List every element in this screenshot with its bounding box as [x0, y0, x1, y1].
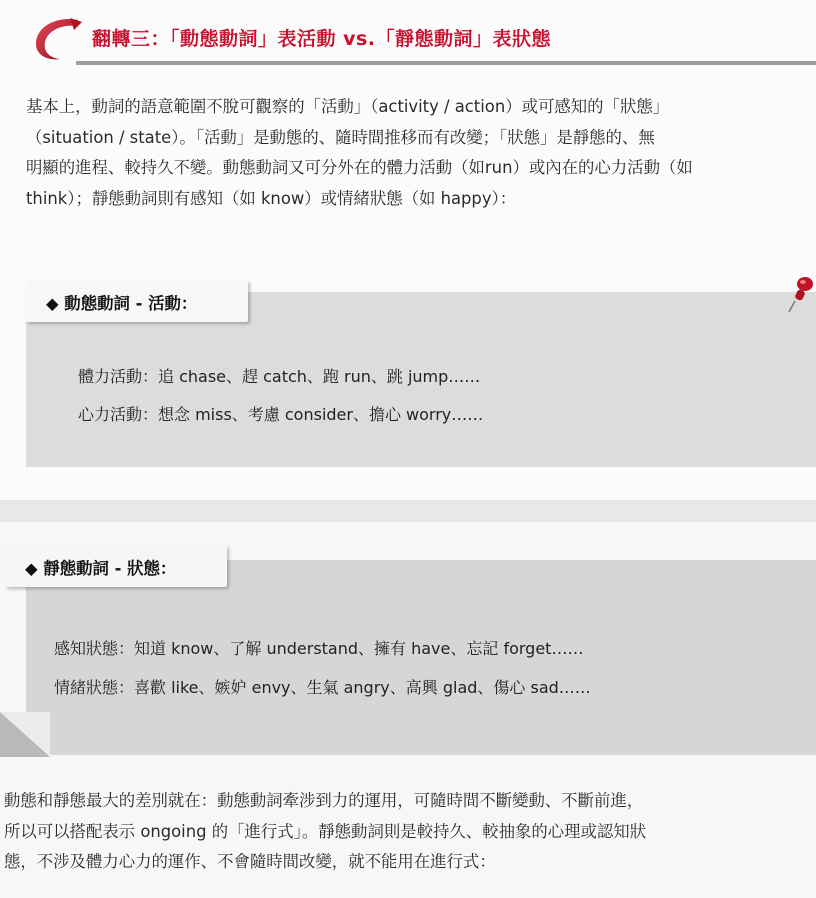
conclusion-paragraph: [4, 786, 804, 878]
text-line: （situation / state）。「活動」是動態的、隨時間推移而有改變；「狀態」是靜態的、無: [26, 127, 655, 147]
pushpin-icon: [786, 274, 816, 314]
text-line: 所以可以搭配表示 ongoing 的「進行式」。靜態動詞則是較持久、較抽象的心理或認知狀: [4, 821, 647, 841]
emotion-state-line: 情緒狀態：喜歡 like、嫉妒 envy、生氣 angry、高興 glad、傷心 sad……: [54, 678, 591, 697]
page-separator: [0, 500, 816, 522]
section-header: [30, 14, 810, 64]
page-fold-corner: [0, 712, 50, 757]
dynamic-verbs-tab: [26, 280, 248, 322]
stative-verbs-box: [26, 560, 816, 755]
intro-paragraph: [26, 92, 816, 214]
text-line: 明顯的進程、較持久不變。動態動詞又可分外在的體力活動（如run）或內在的心力活動（如: [26, 158, 693, 177]
text-line: 態，不涉及體力心力的運作、不會隨時間改變，就不能用在進行式：: [4, 852, 496, 871]
section-title: 翻轉三：「動態動詞」表活動 vs.「靜態動詞」表狀態: [92, 28, 552, 50]
text-line: 動態和靜態最大的差別就在：動態動詞牽涉到力的運用，可隨時間不斷變動、不斷前進，: [4, 791, 644, 810]
red-swoosh-icon: [30, 14, 82, 64]
text-line: think）；靜態動詞則有感知（如 know）或情緒狀態（如 happy）：: [26, 188, 517, 208]
perception-state-line: 感知狀態：知道 know、了解 understand、擁有 have、忘記 forget……: [54, 639, 584, 658]
dynamic-verbs-heading: ◆ 動態動詞 - 活動：: [46, 294, 198, 313]
mental-activity-line: 心力活動：想念 miss、考慮 consider、擔心 worry……: [78, 405, 484, 424]
title-underline: [76, 61, 816, 65]
stative-verbs-heading: ◆ 靜態動詞 - 狀態：: [25, 559, 177, 578]
stative-verbs-tab: [5, 545, 227, 587]
text-line: 基本上，動詞的語意範圍不脫可觀察的「活動」（activity / action）或可感知的「狀態」: [26, 97, 670, 116]
physical-activity-line: 體力活動：追 chase、趕 catch、跑 run、跳 jump……: [78, 367, 481, 386]
